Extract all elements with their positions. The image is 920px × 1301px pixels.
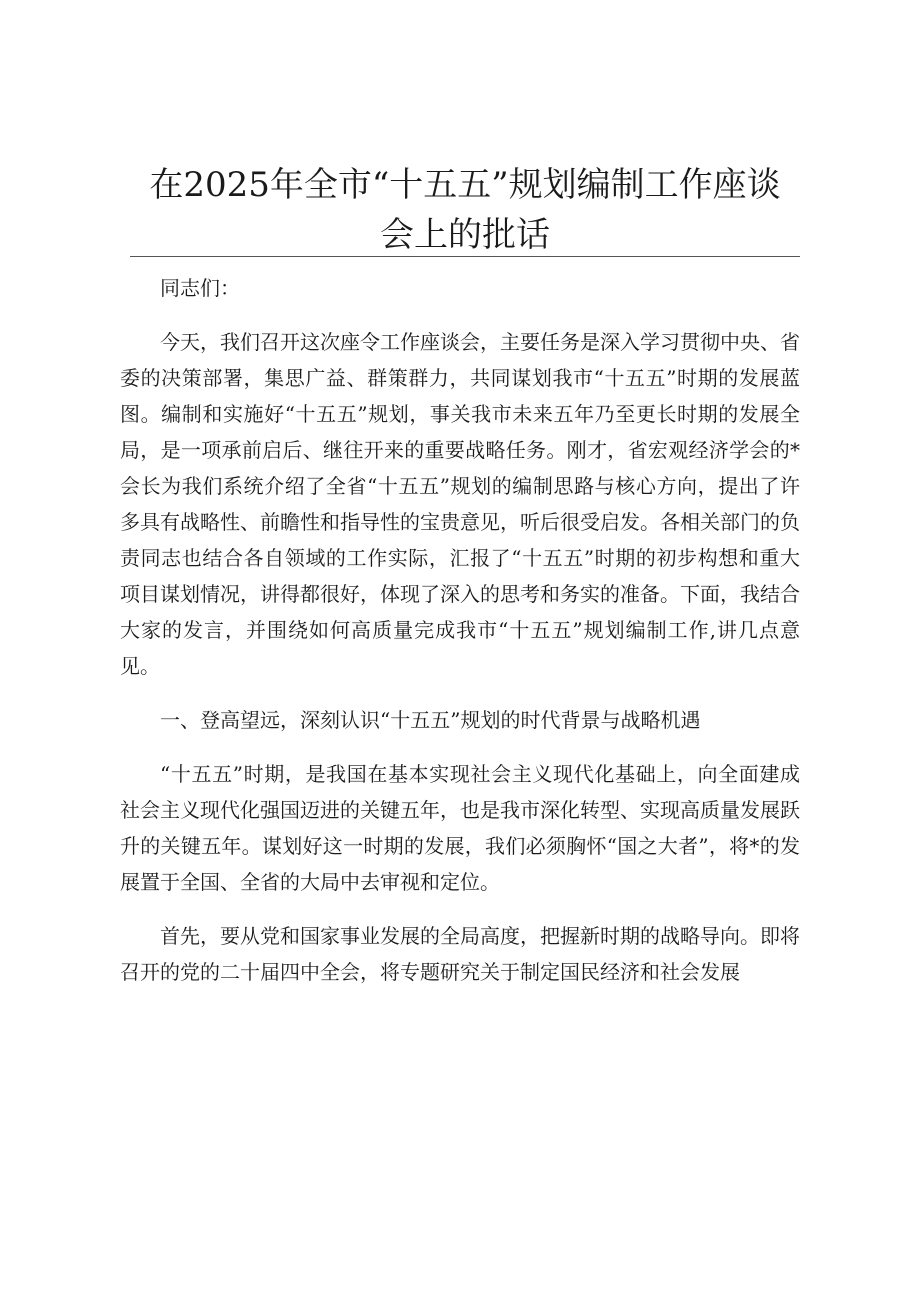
salutation: 同志们： [160, 276, 240, 300]
paragraph-opening: 今天，我们召开这次座令工作座谈会，主要任务是深入学习贯彻中央、省委的决策部署，集思广益、群策群力，共同谋划我市“十五五”时期的发展蓝图。编制和实施好“十五五”规划，事关我市未来五年乃至更长时期的发展全局，是一项承前启后、继往开来的重要战略任务。刚才，省宏观经济学会的*会长为我们系统介绍了全省“十五五”规划的编制思路与核心方向，提出了许多具有战略性、前瞻性和指导性的宝贵意见，听后很受启发。各相关部门的负责同志也结合各自领域的工作实际，汇报了“十五五”时期的初步构想和重大项目谋划情况，讲得都很好，体现了深入的思考和务实的准备。下面，我结合大家的发言，并围绕如何高质量完成我市“十五五”规划编制工作,讲几点意见。 [120, 330, 800, 678]
section-heading-1: 一、登高望远，深刻认识“十五五”规划的时代背景与战略机遇 [160, 708, 701, 732]
document-title [130, 160, 800, 260]
paragraph-first-point: 首先，要从党和国家事业发展的全局高度，把握新时期的战略导向。即将召开的党的二十届四中全会，将专题研究关于制定国民经济和社会发展 [120, 924, 800, 984]
document-body [120, 270, 800, 1008]
title-line-1: 在2025年全市“十五五”规划编制工作座谈 [149, 165, 781, 205]
title-line-2: 会上的批话 [380, 215, 550, 255]
title-divider [130, 256, 800, 257]
paragraph-background: “十五五”时期，是我国在基本实现社会主义现代化基础上，向全面建成社会主义现代化强国迈进的关键五年，也是我市深化转型、实现高质量发展跃升的关键五年。谋划好这一时期的发展，我们必须胸怀“国之大者”，将*的发展置于全国、全省的大局中去审视和定位。 [120, 762, 800, 894]
